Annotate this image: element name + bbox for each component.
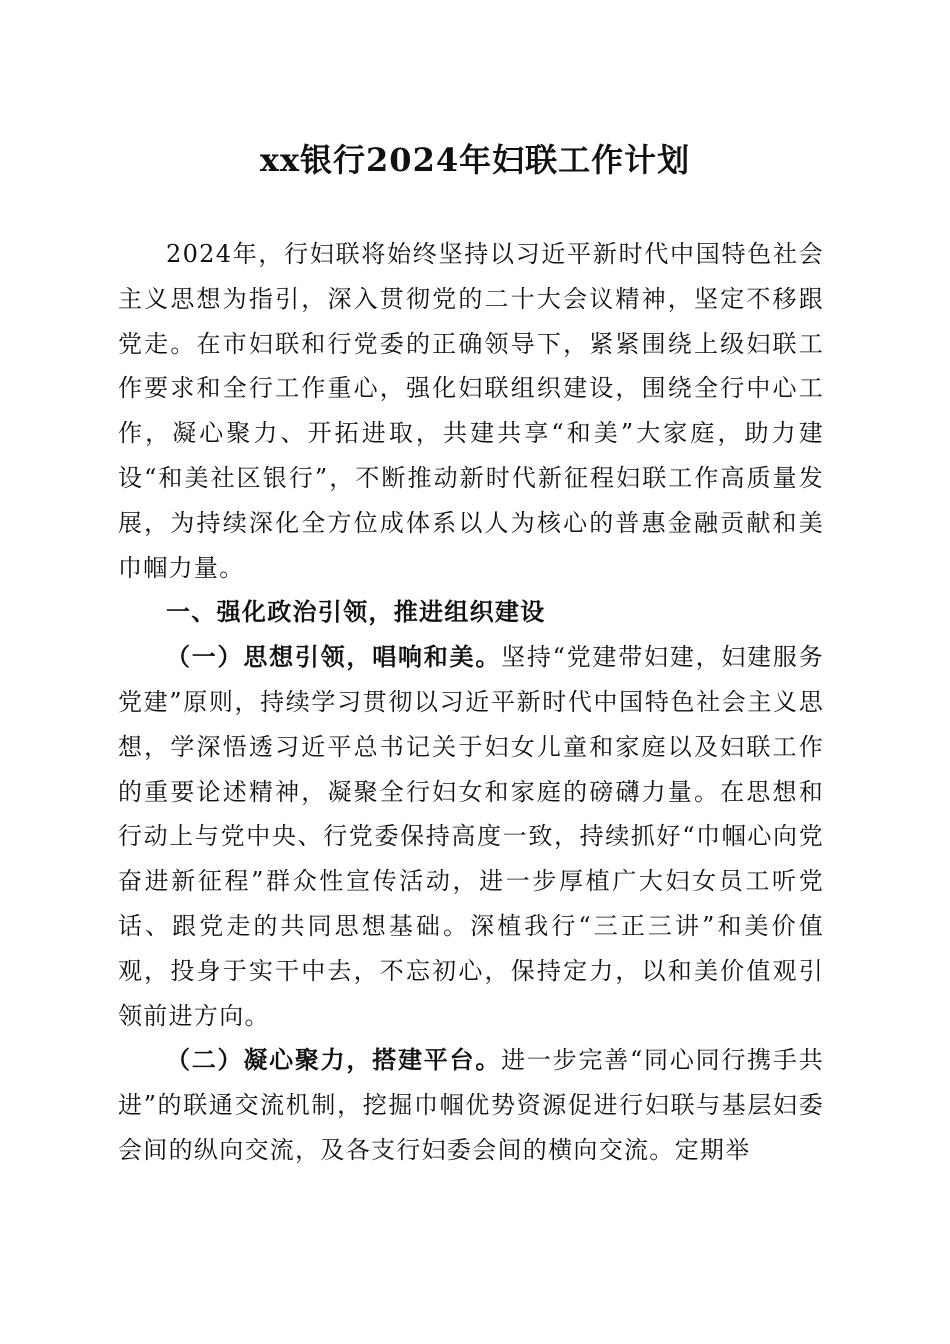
document-body	[118, 232, 824, 1173]
item-paragraph-1	[118, 635, 824, 1038]
document-title: xx银行2024年妇联工作计划	[259, 141, 691, 179]
item-paragraph-2	[118, 1038, 824, 1172]
item-text-2: 进一步完善“同心同行携手共进”的联通交流机制，挖掘巾帼优势资源促进行妇联与基层妇委会间的纵向交流，及各支行妇委会间的横向交流。定期举	[118, 1046, 825, 1164]
item-text-1: 坚持“党建带妇建，妇建服务党建”原则，持续学习贯彻以习近平新时代中国特色社会主义思想，学深悟透习近平总书记关于妇女儿童和家庭以及妇联工作的重要论述精神，凝聚全行妇女和家庭的磅礴力量。在思想和行动上与党中央、行党委保持高度一致，持续抓好“巾帼心向党奋进新征程”群众性宣传活动，进一步厚植广大妇女员工听党话、跟党走的共同思想基础。深植我行“三正三讲”和美价值观，投身于实干中去，不忘初心，保持定力，以和美价值观引领前进方向。	[118, 643, 825, 1030]
section-heading: 一、强化政治引领，推进组织建设	[166, 598, 546, 627]
intro-paragraph: 2024年，行妇联将始终坚持以习近平新时代中国特色社会主义思想为指引，深入贯彻党的二十大会议精神，坚定不移跟党走。在市妇联和行党委的正确领导下，紧紧围绕上级妇联工作要求和全行工作重心，强化妇联组织建设，围绕全行中心工作，凝心聚力、开拓进取，共建共享“和美”大家庭，助力建设“和美社区银行”，不断推动新时代新征程妇联工作高质量发展，为持续深化全方位成体系以人为核心的普惠金融贡献和美巾帼力量。	[118, 240, 824, 582]
item-lead-2: （二）凝心聚力，搭建平台。	[166, 1045, 502, 1075]
item-lead-1: （一）思想引领，唱响和美。	[166, 642, 502, 672]
